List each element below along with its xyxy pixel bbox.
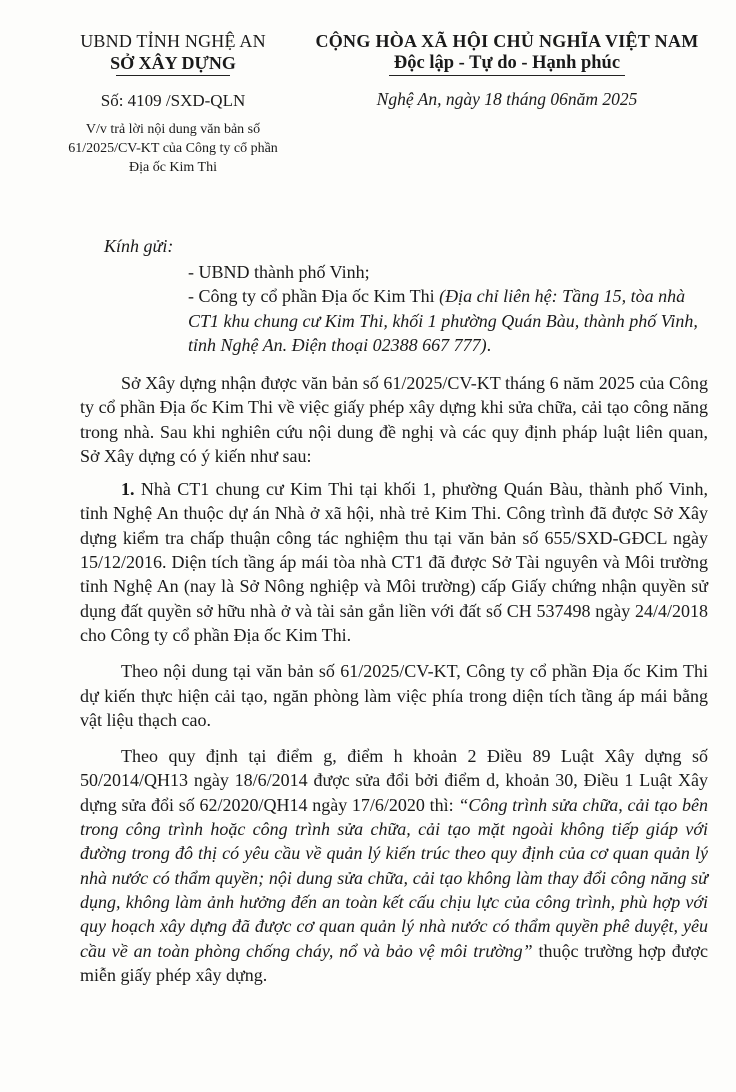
intro-paragraph: Sở Xây dựng nhận được văn bản số 61/2025/CV-KT tháng 6 năm 2025 của Công ty cổ phần Địa ốc Kim Thi về việc giấy phép xây dựng khi sửa chữa, cải tạo công năng trong nhà. Sau khi nghiên cứu nội dung đề nghị và các quy định pháp luật liên quan, Sở Xây dựng có ý kiến như sau: — [80, 373, 708, 466]
motto-underline — [389, 75, 625, 76]
document-number: Số: 4109 /SXD-QLN — [100, 91, 246, 110]
department-name: SỞ XÂY DỰNG — [110, 53, 236, 73]
paragraph-3 — [80, 744, 708, 987]
document-subject: V/v trả lời nội dung văn bản số 61/2025/CV-KT của Công ty cổ phần Địa ốc Kim Thi — [68, 122, 278, 175]
section-1-paragraph — [80, 477, 708, 647]
department-underline — [116, 75, 230, 76]
document-body — [80, 371, 708, 999]
recipient-list — [188, 260, 704, 358]
issuer-block — [62, 30, 284, 76]
agency-name: UBND TỈNH NGHỆ AN — [80, 31, 266, 51]
recipient-name: - Công ty cổ phần Địa ốc Kim Thi — [188, 286, 440, 306]
recipient-contact-info: (Địa chỉ liên hệ: Tầng 15, tòa nhà CT1 khu chung cư Kim Thi, khối 1 phường Quán Bàu, thành phố Vinh, tỉnh Nghệ An. Điện thoại 02388 667 777) — [188, 286, 698, 355]
legal-basis-text: Theo quy định tại điểm g, điểm h khoản 2 Điều 89 Luật Xây dựng số 50/2014/QH13 ngày 18/6/2014 được sửa đổi bởi điểm d, khoản 30, Điều 1 Luật Xây dựng sửa đổi số 62/2020/QH14 ngày 17/6/2020 thì: — [80, 746, 708, 815]
paragraph-2: Theo nội dung tại văn bản số 61/2025/CV-KT, Công ty cổ phần Địa ốc Kim Thi dự kiến thực hiện cải tạo, ngăn phòng làm việc phía trong diện tích tầng áp mái bằng vật liệu thạch cao. — [80, 661, 708, 730]
recipient-item: - UBND thành phố Vinh; — [188, 261, 370, 282]
motto: Độc lập - Tự do - Hạnh phúc — [393, 53, 621, 73]
recipient-end: . — [486, 335, 492, 355]
document-date: Nghệ An, ngày 18 tháng 06năm 2025 — [376, 89, 638, 109]
recipients-block — [104, 234, 704, 358]
recipient-item — [188, 284, 704, 358]
section-1-text: Nhà CT1 chung cư Kim Thi tại khối 1, phường Quán Bàu, thành phố Vinh, tỉnh Nghệ An thuộc dự án Nhà ở xã hội, nhà trẻ Kim Thi. Công trình đã được Sở Xây dựng kiểm tra chấp thuận công tác nghiệm thu tại văn bản số 655/SXD-GĐCL ngày 15/12/2016. Diện tích tầng áp mái tòa nhà CT1 đã được Sở Tài nguyên và Môi trường tỉnh Nghệ An (nay là Sở Nông nghiệp và Môi trường) cấp Giấy chứng nhận quyền sử dụng đất quyền sở hữu nhà ở và tài sản gắn liền với đất số CH 537498 ngày 24/4/2018 cho Công ty cổ phần Địa ốc Kim Thi. — [80, 479, 708, 645]
nation-title: CỘNG HÒA XÃ HỘI CHỦ NGHĨA VIỆT NAM — [315, 31, 699, 51]
national-header — [300, 30, 714, 76]
conclusion-text: thuộc trường hợp được miễn giấy phép xây dựng. — [80, 940, 708, 985]
law-quote: “Công trình sửa chữa, cải tạo bên trong công trình hoặc công trình sửa chữa, cải tạo mặt ngoài không tiếp giáp với đường trong đô thị có yêu cầu về quản lý kiến trúc theo quy định của cơ quan quản lý nhà nước có thẩm quyền; nội dung sửa chữa, cải tạo không làm thay đổi công năng sử dụng, không làm ảnh hưởng đến an toàn kết cấu chịu lực của công trình, phù hợp với quy hoạch xây dựng đã được cơ quan quản lý nhà nước có thẩm quyền phê duyệt, yêu cầu về an toàn phòng chống cháy, nổ và bảo vệ môi trường” — [80, 794, 708, 961]
section-number: 1. — [121, 479, 135, 500]
recipient-greeting: Kính gửi: — [104, 236, 174, 256]
